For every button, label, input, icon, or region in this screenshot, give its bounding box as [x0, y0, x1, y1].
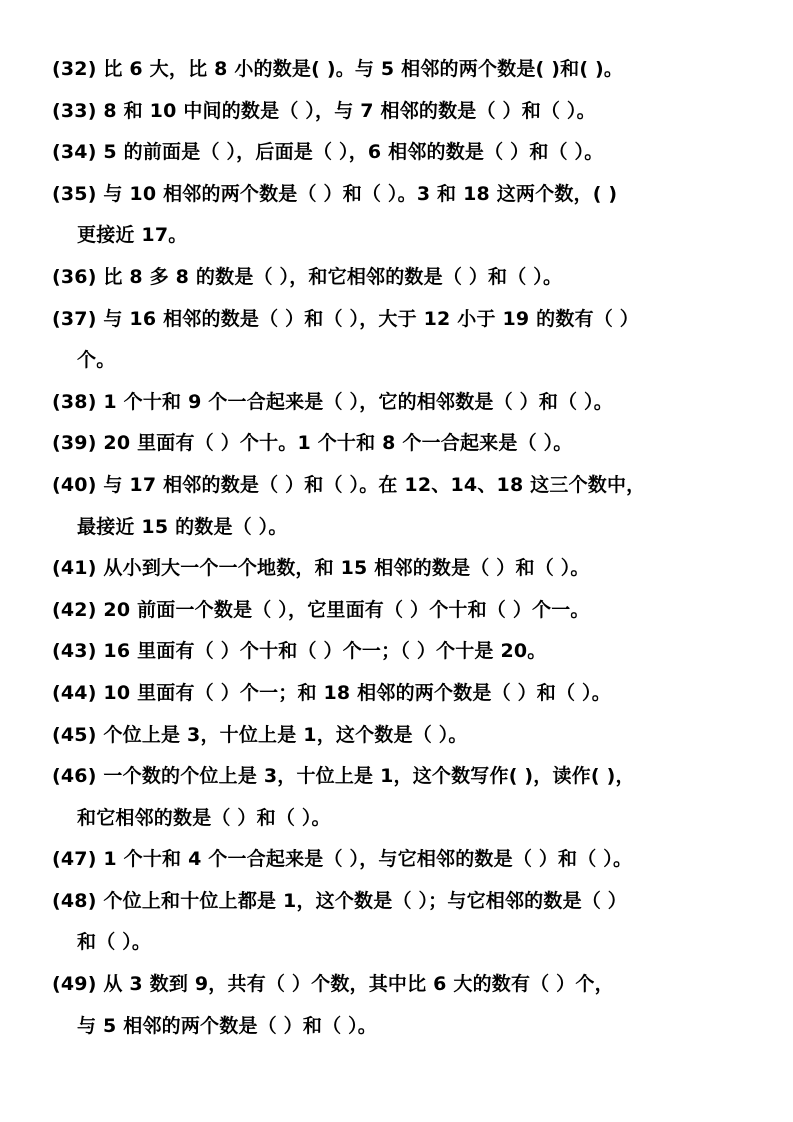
question-line: (46) 一个数的个位上是 3，十位上是 1，这个数写作( )，读作( )，: [52, 765, 635, 788]
question-list: [52, 49, 767, 1047]
question-line: (44) 10 里面有（ ）个一；和 18 相邻的两个数是（ ）和（ ）。: [52, 681, 611, 704]
question-continuation-line: 个。: [77, 349, 116, 372]
question-line: (40) 与 17 相邻的数是（ ）和（ ）。在 12、14、18 这三个数中，: [52, 473, 646, 496]
question-line: (39) 20 里面有（ ）个十。1 个十和 8 个一合起来是（ ）。: [52, 432, 573, 455]
question-line: (32) 比 6 大，比 8 小的数是( )。与 5 相邻的两个数是( )和( )。: [52, 58, 624, 80]
question-line: (41) 从小到大一个一个地数，和 15 相邻的数是（ ）和（ ）。: [52, 557, 590, 580]
question-continuation-line: 与 5 相邻的两个数是（ ）和（ ）。: [77, 1014, 377, 1037]
question-line: (34) 5 的前面是（ ），后面是（ ），6 相邻的数是（ ）和（ ）。: [52, 141, 604, 164]
question-line: (33) 8 和 10 中间的数是（ ），与 7 相邻的数是（ ）和（ ）。: [52, 99, 596, 122]
question-continuation-line: 和它相邻的数是（ ）和（ ）。: [77, 806, 331, 829]
question-continuation-line: 最接近 15 的数是（ ）。: [77, 515, 288, 538]
question-continuation-line: 和（ ）。: [77, 931, 152, 954]
question-continuation-line: 更接近 17。: [77, 224, 188, 247]
question-line: (48) 个位上和十位上都是 1，这个数是（ ）；与它相邻的数是（ ）: [52, 889, 627, 912]
question-line: (49) 从 3 数到 9，共有（ ）个数，其中比 6 大的数有（ ）个，: [52, 973, 614, 996]
question-line: (43) 16 里面有（ ）个十和（ ）个一；（ ）个十是 20。: [52, 640, 547, 663]
question-line: (37) 与 16 相邻的数是（ ）和（ ），大于 12 小于 19 的数有（ ）: [52, 307, 639, 330]
question-line: (42) 20 前面一个数是（ ），它里面有（ ）个十和（ ）个一。: [52, 598, 590, 621]
question-line: (47) 1 个十和 4 个一合起来是（ ），与它相邻的数是（ ）和（ ）。: [52, 848, 633, 871]
question-line: (36) 比 8 多 8 的数是（ ），和它相邻的数是（ ）和（ ）。: [52, 265, 563, 288]
question-line: (38) 1 个十和 9 个一合起来是（ ），它的相邻数是（ ）和（ ）。: [52, 390, 613, 413]
question-line: (35) 与 10 相邻的两个数是（ ）和（ ）。3 和 18 这两个数，( ): [52, 182, 618, 205]
question-line: (45) 个位上是 3，十位上是 1，这个数是（ ）。: [52, 723, 468, 746]
